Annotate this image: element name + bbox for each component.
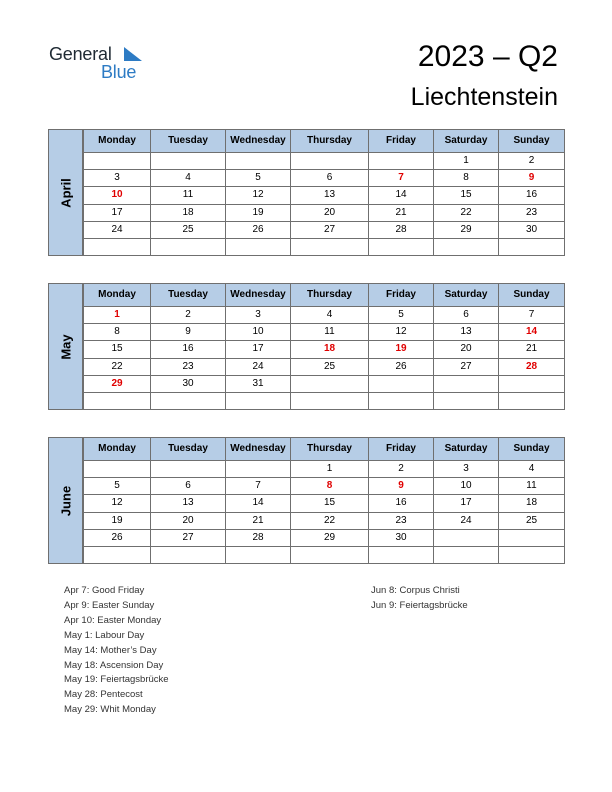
day-cell: 28 xyxy=(499,358,565,375)
day-cell: 28 xyxy=(226,529,291,546)
day-cell: 2 xyxy=(369,461,434,478)
weekday-header: Tuesday xyxy=(151,130,226,153)
day-cell: 10 xyxy=(226,324,291,341)
day-cell: 25 xyxy=(291,358,369,375)
week-row xyxy=(84,307,565,324)
weekday-header-row xyxy=(84,284,565,307)
page-title: 2023 – Q2 xyxy=(417,40,558,73)
weekday-header: Wednesday xyxy=(226,284,291,307)
weekday-header: Sunday xyxy=(499,130,565,153)
day-cell xyxy=(84,546,151,563)
holiday-note: May 19: Feiertagsbrücke xyxy=(64,674,169,686)
day-cell: 31 xyxy=(226,375,291,392)
week-row xyxy=(84,204,565,221)
month-name: May xyxy=(58,333,73,360)
day-cell: 19 xyxy=(369,341,434,358)
country-title: Liechtenstein xyxy=(410,83,558,111)
day-cell: 29 xyxy=(291,529,369,546)
day-cell: 7 xyxy=(369,170,434,187)
day-cell: 27 xyxy=(151,529,226,546)
day-cell xyxy=(291,238,369,255)
day-cell: 16 xyxy=(151,341,226,358)
holiday-note: Jun 8: Corpus Christi xyxy=(371,585,460,596)
day-cell: 8 xyxy=(434,170,499,187)
day-cell: 14 xyxy=(226,495,291,512)
day-cell: 1 xyxy=(291,461,369,478)
day-cell: 7 xyxy=(499,307,565,324)
day-cell: 2 xyxy=(151,307,226,324)
day-cell: 13 xyxy=(151,495,226,512)
day-cell xyxy=(369,153,434,170)
weekday-header: Saturday xyxy=(434,130,499,153)
day-cell: 8 xyxy=(291,478,369,495)
day-cell xyxy=(84,461,151,478)
day-cell: 12 xyxy=(84,495,151,512)
day-cell: 18 xyxy=(151,204,226,221)
day-cell: 17 xyxy=(84,204,151,221)
week-row xyxy=(84,221,565,238)
logo-blue-text: Blue xyxy=(101,62,137,82)
day-cell xyxy=(499,546,565,563)
holiday-note: Jun 9: Feiertagsbrücke xyxy=(371,599,468,611)
day-cell: 26 xyxy=(84,529,151,546)
day-cell: 2 xyxy=(499,153,565,170)
day-cell xyxy=(151,461,226,478)
logo-triangle-icon xyxy=(124,47,142,61)
day-cell: 24 xyxy=(84,221,151,238)
month-calendar-april xyxy=(48,129,564,256)
week-row xyxy=(84,170,565,187)
holiday-notes-right xyxy=(371,584,468,614)
day-cell: 1 xyxy=(434,153,499,170)
holiday-note: May 28: Pentecost xyxy=(64,689,143,701)
day-cell: 6 xyxy=(151,478,226,495)
holiday-notes-left xyxy=(64,584,169,718)
weekday-header: Monday xyxy=(84,284,151,307)
weekday-header: Monday xyxy=(84,130,151,153)
day-cell: 20 xyxy=(434,341,499,358)
day-cell: 26 xyxy=(226,221,291,238)
day-cell xyxy=(226,153,291,170)
calendar-grid xyxy=(83,437,565,564)
month-calendar-may xyxy=(48,283,564,410)
brand-logo xyxy=(49,44,149,84)
week-row xyxy=(84,461,565,478)
month-label-tab xyxy=(48,129,83,256)
day-cell: 22 xyxy=(291,512,369,529)
holiday-note: May 1: Labour Day xyxy=(64,629,145,641)
day-cell: 26 xyxy=(369,358,434,375)
day-cell: 20 xyxy=(151,512,226,529)
day-cell: 12 xyxy=(369,324,434,341)
week-row xyxy=(84,358,565,375)
weekday-header-row xyxy=(84,130,565,153)
day-cell xyxy=(151,546,226,563)
day-cell: 9 xyxy=(499,170,565,187)
weekday-header: Thursday xyxy=(291,438,369,461)
day-cell: 5 xyxy=(226,170,291,187)
day-cell: 11 xyxy=(291,324,369,341)
weekday-header: Thursday xyxy=(291,130,369,153)
day-cell xyxy=(151,238,226,255)
day-cell xyxy=(291,153,369,170)
day-cell: 13 xyxy=(434,324,499,341)
holiday-note: Apr 7: Good Friday xyxy=(64,585,145,596)
day-cell: 29 xyxy=(84,375,151,392)
day-cell: 7 xyxy=(226,478,291,495)
weekday-header: Thursday xyxy=(291,284,369,307)
day-cell: 17 xyxy=(226,341,291,358)
weekday-header: Wednesday xyxy=(226,438,291,461)
weekday-header: Monday xyxy=(84,438,151,461)
day-cell xyxy=(434,392,499,409)
day-cell: 25 xyxy=(151,221,226,238)
week-row xyxy=(84,238,565,255)
day-cell: 21 xyxy=(499,341,565,358)
day-cell xyxy=(434,375,499,392)
day-cell: 19 xyxy=(84,512,151,529)
day-cell xyxy=(84,392,151,409)
day-cell xyxy=(499,375,565,392)
day-cell xyxy=(499,529,565,546)
day-cell: 6 xyxy=(434,307,499,324)
weekday-header: Wednesday xyxy=(226,130,291,153)
day-cell: 9 xyxy=(369,478,434,495)
day-cell: 11 xyxy=(151,187,226,204)
day-cell: 10 xyxy=(434,478,499,495)
day-cell: 24 xyxy=(226,358,291,375)
day-cell: 27 xyxy=(291,221,369,238)
day-cell: 4 xyxy=(499,461,565,478)
week-row xyxy=(84,375,565,392)
logo-general-text: General xyxy=(49,44,112,64)
day-cell: 14 xyxy=(369,187,434,204)
day-cell xyxy=(226,392,291,409)
day-cell xyxy=(434,529,499,546)
day-cell: 11 xyxy=(499,478,565,495)
day-cell xyxy=(226,461,291,478)
calendar-grid xyxy=(83,283,565,410)
holiday-note: May 29: Whit Monday xyxy=(64,704,156,716)
day-cell xyxy=(151,153,226,170)
day-cell: 13 xyxy=(291,187,369,204)
day-cell: 29 xyxy=(434,221,499,238)
day-cell: 19 xyxy=(226,204,291,221)
day-cell: 23 xyxy=(499,204,565,221)
week-row xyxy=(84,546,565,563)
weekday-header: Saturday xyxy=(434,284,499,307)
holiday-note: Apr 10: Easter Monday xyxy=(64,614,162,626)
day-cell: 12 xyxy=(226,187,291,204)
month-name: April xyxy=(58,177,73,208)
day-cell xyxy=(434,238,499,255)
day-cell xyxy=(369,392,434,409)
week-row xyxy=(84,153,565,170)
day-cell: 3 xyxy=(84,170,151,187)
day-cell: 5 xyxy=(369,307,434,324)
day-cell: 20 xyxy=(291,204,369,221)
week-row xyxy=(84,529,565,546)
day-cell xyxy=(291,546,369,563)
day-cell: 15 xyxy=(434,187,499,204)
day-cell: 22 xyxy=(434,204,499,221)
weekday-header: Sunday xyxy=(499,438,565,461)
day-cell xyxy=(226,238,291,255)
day-cell: 18 xyxy=(499,495,565,512)
weekday-header: Friday xyxy=(369,438,434,461)
day-cell: 22 xyxy=(84,358,151,375)
day-cell: 15 xyxy=(291,495,369,512)
day-cell: 9 xyxy=(151,324,226,341)
month-name: June xyxy=(58,485,73,516)
week-row xyxy=(84,341,565,358)
day-cell: 28 xyxy=(369,221,434,238)
week-row xyxy=(84,187,565,204)
day-cell xyxy=(291,375,369,392)
week-row xyxy=(84,495,565,512)
day-cell: 6 xyxy=(291,170,369,187)
month-label-tab xyxy=(48,283,83,410)
day-cell: 16 xyxy=(499,187,565,204)
day-cell: 4 xyxy=(291,307,369,324)
holiday-note: May 18: Ascension Day xyxy=(64,659,164,671)
day-cell xyxy=(369,375,434,392)
day-cell xyxy=(151,392,226,409)
day-cell: 4 xyxy=(151,170,226,187)
holiday-note: Apr 9: Easter Sunday xyxy=(64,599,155,611)
day-cell: 25 xyxy=(499,512,565,529)
day-cell: 15 xyxy=(84,341,151,358)
day-cell xyxy=(226,546,291,563)
day-cell: 14 xyxy=(499,324,565,341)
weekday-header: Friday xyxy=(369,130,434,153)
week-row xyxy=(84,392,565,409)
week-row xyxy=(84,478,565,495)
weekday-header: Tuesday xyxy=(151,438,226,461)
day-cell: 21 xyxy=(369,204,434,221)
day-cell: 5 xyxy=(84,478,151,495)
week-row xyxy=(84,512,565,529)
day-cell xyxy=(84,238,151,255)
day-cell xyxy=(499,238,565,255)
weekday-header: Friday xyxy=(369,284,434,307)
day-cell: 16 xyxy=(369,495,434,512)
day-cell: 30 xyxy=(151,375,226,392)
day-cell xyxy=(499,392,565,409)
day-cell: 3 xyxy=(226,307,291,324)
weekday-header: Tuesday xyxy=(151,284,226,307)
day-cell: 23 xyxy=(151,358,226,375)
weekday-header: Saturday xyxy=(434,438,499,461)
day-cell: 10 xyxy=(84,187,151,204)
holiday-note: May 14: Mother’s Day xyxy=(64,644,157,656)
day-cell xyxy=(434,546,499,563)
day-cell: 23 xyxy=(369,512,434,529)
day-cell xyxy=(369,238,434,255)
day-cell: 30 xyxy=(499,221,565,238)
weekday-header: Sunday xyxy=(499,284,565,307)
day-cell: 27 xyxy=(434,358,499,375)
day-cell: 21 xyxy=(226,512,291,529)
day-cell: 17 xyxy=(434,495,499,512)
day-cell: 3 xyxy=(434,461,499,478)
day-cell: 1 xyxy=(84,307,151,324)
day-cell: 8 xyxy=(84,324,151,341)
month-label-tab xyxy=(48,437,83,564)
day-cell xyxy=(291,392,369,409)
calendar-grid xyxy=(83,129,565,256)
day-cell xyxy=(84,153,151,170)
day-cell: 18 xyxy=(291,341,369,358)
weekday-header-row xyxy=(84,438,565,461)
month-calendar-june xyxy=(48,437,564,564)
day-cell: 24 xyxy=(434,512,499,529)
day-cell xyxy=(369,546,434,563)
week-row xyxy=(84,324,565,341)
day-cell: 30 xyxy=(369,529,434,546)
